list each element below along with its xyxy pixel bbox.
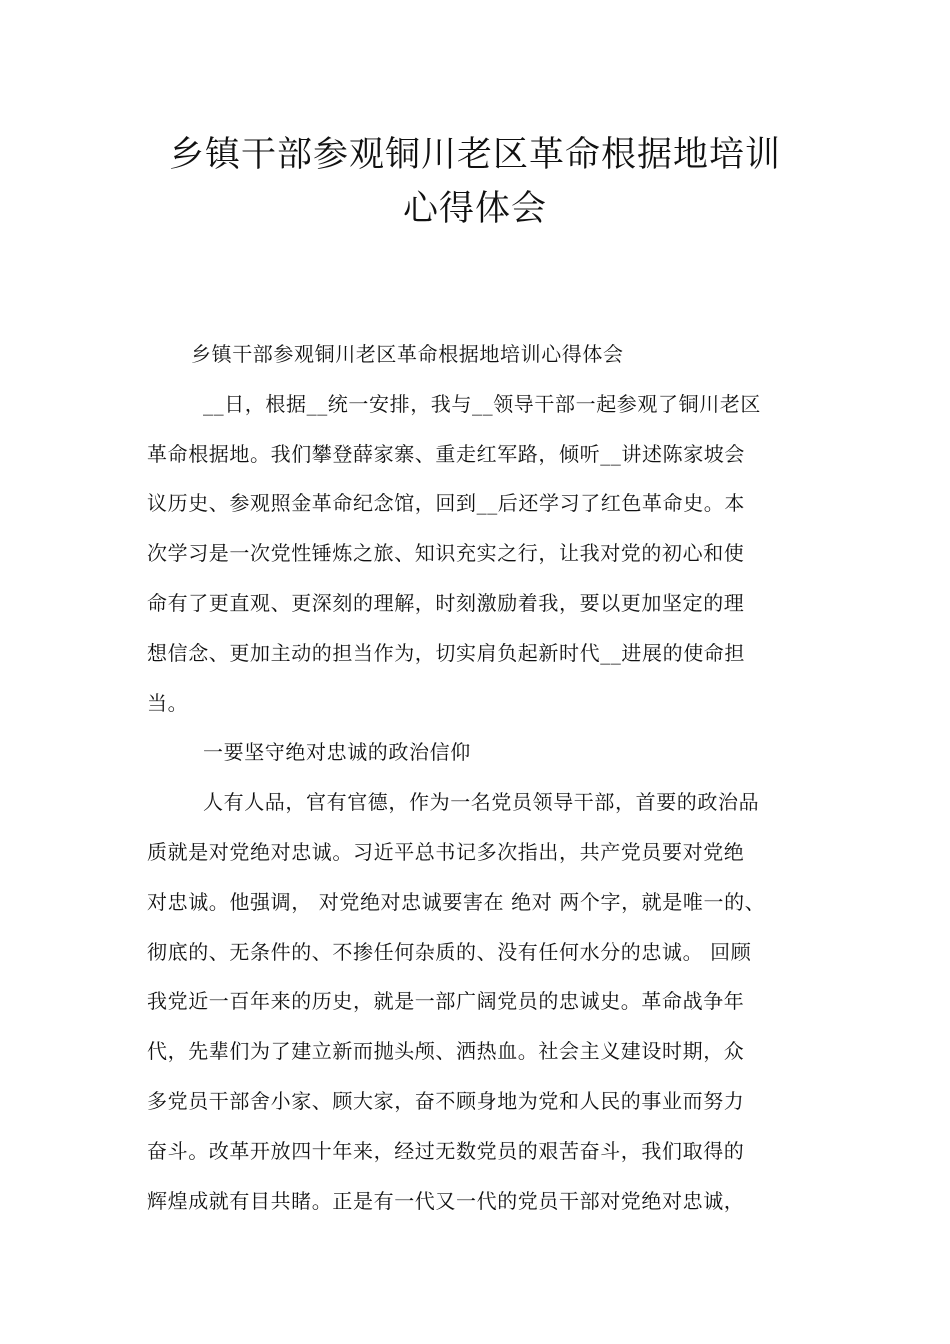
paragraph-line: 奋斗。改革开放四十年来，经过无数党员的艰苦奋斗，我们取得的 <box>147 1138 745 1163</box>
paragraph-line: 当。 <box>147 690 189 715</box>
paragraph-2 <box>147 778 827 1226</box>
paragraph-line: 革命根据地。我们攀登薛家寨、重走红军路，倾听__讲述陈家坡会 <box>147 441 745 466</box>
paragraph-line: 议历史、参观照金革命纪念馆，回到__后还学习了红色革命史。本 <box>147 491 745 516</box>
document-subtitle: 乡镇干部参观铜川老区革命根据地培训心得体会 <box>191 342 624 366</box>
paragraph-line: 多党员干部舍小家、顾大家，奋不顾身地为党和人民的事业而努力 <box>147 1088 745 1113</box>
paragraph-line: 次学习是一次党性锤炼之旅、知识充实之行，让我对党的初心和使 <box>147 541 745 566</box>
paragraph-line: 我党近一百年来的历史，就是一部广阔党员的忠诚史。革命战争年 <box>147 989 745 1014</box>
paragraph-line: 命有了更直观、更深刻的理解，时刻激励着我，要以更加坚定的理 <box>147 590 745 615</box>
paragraph-1 <box>147 380 827 729</box>
document-body <box>147 330 827 1226</box>
paragraph-line: 想信念、更加主动的担当作为，切实肩负起新时代__进展的使命担 <box>147 640 745 665</box>
section-heading: 一要坚守绝对忠诚的政治信仰 <box>203 740 471 765</box>
paragraph-line: 彻底的、无条件的、不掺任何杂质的、没有任何水分的忠诚。 回顾 <box>147 939 752 964</box>
document-title <box>100 128 850 236</box>
paragraph-line: 人有人品，官有官德，作为一名党员领导干部，首要的政治品 <box>203 790 760 815</box>
paragraph-line: 对忠诚。他强调， 对党绝对忠诚要害在 绝对 两个字，就是唯一的、 <box>147 889 766 914</box>
paragraph-line: 代，先辈们为了建立新而抛头颅、洒热血。社会主义建设时期，众 <box>147 1039 745 1064</box>
paragraph-line: __日，根据__统一安排，我与__领导干部一起参观了铜川老区 <box>203 391 761 416</box>
paragraph-line: 辉煌成就有目共睹。正是有一代又一代的党员干部对党绝对忠诚， <box>147 1188 745 1213</box>
paragraph-line: 质就是对党绝对忠诚。习近平总书记多次指出，共产党员要对党绝 <box>147 839 745 864</box>
title-line: 乡镇干部参观铜川老区革命根据地培训 <box>168 135 781 175</box>
title-line: 心得体会 <box>402 189 547 229</box>
